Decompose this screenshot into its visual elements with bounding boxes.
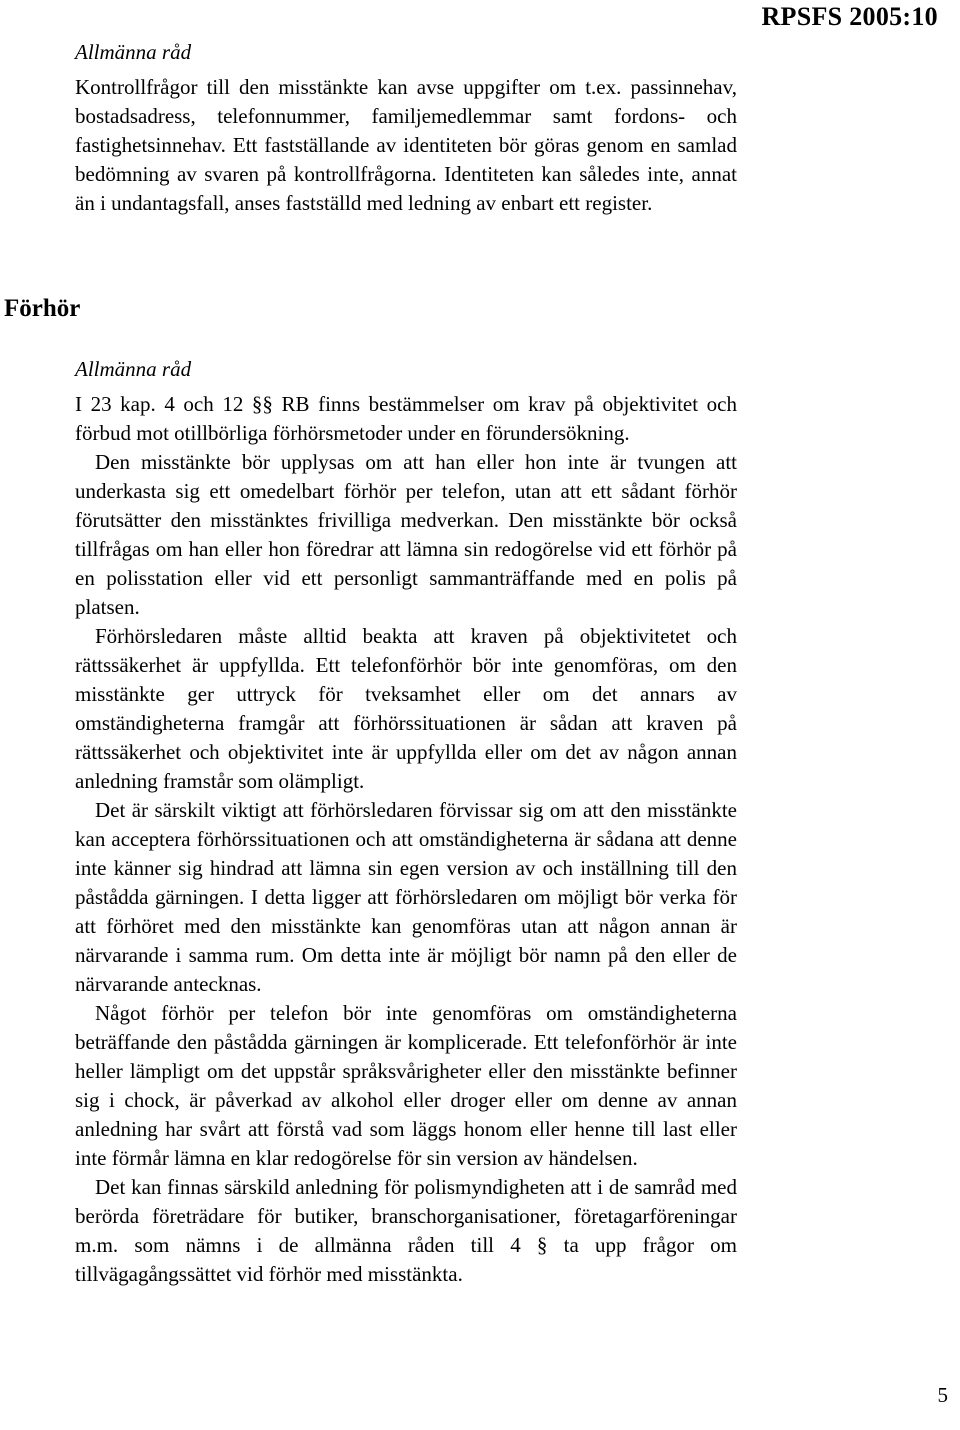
- section-identity-checks: [75, 38, 737, 218]
- general-advice-label: Allmänna råd: [75, 40, 192, 64]
- section-interrogation: [75, 355, 737, 1289]
- document-series-header: RPSFS 2005:10: [761, 2, 938, 31]
- paragraph: Förhörsledaren måste alltid beakta att kraven på objektivitetet och rättssäkerhet är uppfyllda. Ett telefonförhör bör inte genomföras, om den misstänkte ger uttryck för tveksamhet eller om det annars av omständigheterna framgår att förhörssituationen är sådan att kraven på rättssäkerhet och objektivitet inte är uppfyllda eller om det av någon annan anledning framstår som olämpligt.: [75, 624, 737, 793]
- paragraph: Det är särskilt viktigt att förhörsledaren förvissar sig om att den misstänkte kan acceptera förhörssituationen och att omständigheterna är sådana att denne inte känner sig hindrad att lämna sin egen version av och inställning till den påstådda gärningen. I detta ligger att förhörsledaren om möjligt bör verka för att förhöret med den misstänkte kan genomföras utan att någon annan är närvarande i samma rum. Om detta inte är möjligt bör namn på den eller de närvarande antecknas.: [75, 798, 737, 996]
- general-advice-label: Allmänna råd: [75, 357, 192, 381]
- paragraph: Det kan finnas särskild anledning för polismyndigheten att i de samråd med berörda företrädare för butiker, branschorganisationer, företagarföreningar m.m. som nämns i de allmänna råden till 4 § ta upp frågor om tillvägagångssättet vid förhör med misstänkta.: [75, 1175, 737, 1286]
- page-number: 5: [937, 1383, 948, 1407]
- paragraph: Något förhör per telefon bör inte genomföras om omständigheterna beträffande den påstådda gärningen är komplicerade. Ett telefonförhör är inte heller lämpligt om det uppstår språksvårigheter eller den misstänkte befinner sig i chock, är påverkad av alkohol eller droger eller om denne av annan anledning har svårt att förstå vad som läggs honom eller henne till last eller inte förmår lämna en klar redogörelse för sin version av händelsen.: [75, 1001, 737, 1170]
- section-heading-forhor: Förhör: [4, 295, 81, 322]
- paragraph: Kontrollfrågor till den misstänkte kan avse uppgifter om t.ex. passinnehav, bostadsadress, telefonnummer, familjemedlemmar samt fordons- och fastighetsinnehav. Ett fastställande av identiteten bör göras genom en samlad bedömning av svaren på kontrollfrågorna. Identiteten kan således inte, annat än i undantagsfall, anses fastställd med ledning av enbart ett register.: [75, 75, 737, 215]
- paragraph: Den misstänkte bör upplysas om att han eller hon inte är tvungen att underkasta sig ett omedelbart förhör per telefon, utan att ett sådant förhör förutsätter den misstänktes frivilliga medverkan. Den misstänkte bör också tillfrågas om han eller hon föredrar att lämna sin redogörelse vid ett förhör på en polisstation eller vid ett personligt sammanträffande med en polis på platsen.: [75, 450, 737, 619]
- paragraph: I 23 kap. 4 och 12 §§ RB finns bestämmelser om krav på objektivitet och förbud mot otillbörliga förhörsmetoder under en förundersökning.: [75, 392, 737, 445]
